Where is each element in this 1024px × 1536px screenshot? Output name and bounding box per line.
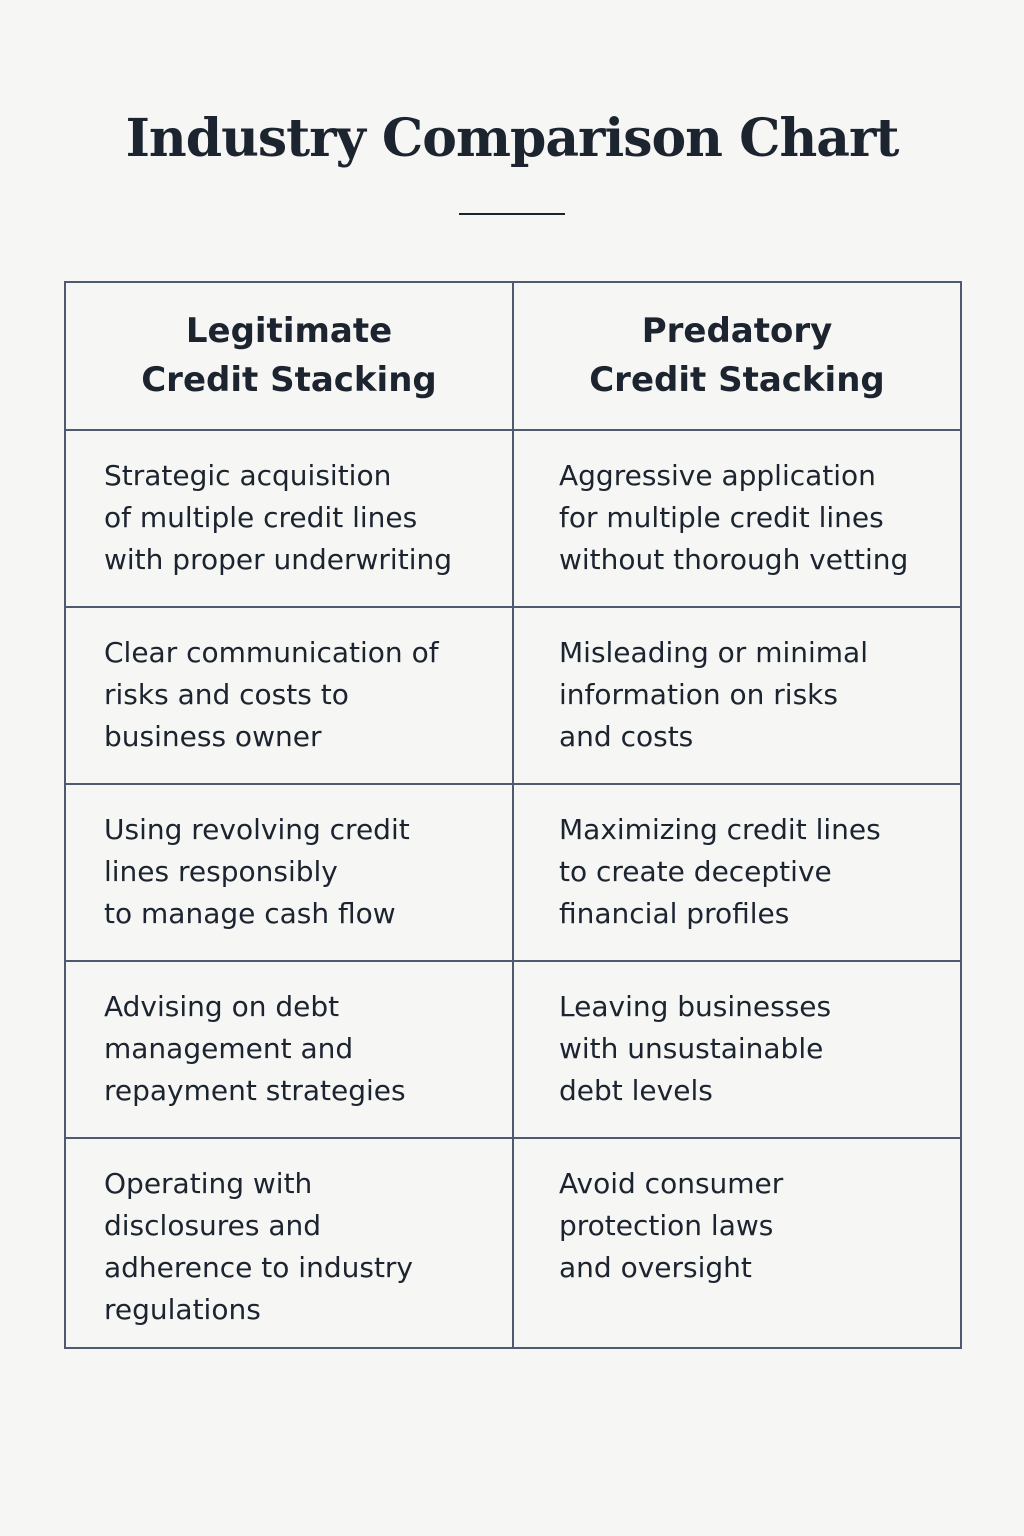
cell-text: Advising on debt management and repayment strategies	[104, 990, 406, 1107]
title-divider	[459, 213, 565, 215]
cell-text: Maximizing credit lines to create deceptive financial profiles	[559, 813, 881, 930]
comparison-table	[64, 281, 962, 1349]
legitimate-cell	[65, 430, 513, 607]
table-row	[65, 1138, 961, 1348]
table-row	[65, 430, 961, 607]
predatory-cell	[513, 430, 961, 607]
cell-text: Aggressive application for multiple credit lines without thorough vetting	[559, 459, 909, 576]
cell-text: Strategic acquisition of multiple credit lines with proper underwriting	[104, 459, 452, 576]
table-row	[65, 961, 961, 1138]
predatory-cell	[513, 961, 961, 1138]
cell-text: Operating with disclosures and adherence to industry regulations	[104, 1167, 413, 1326]
predatory-cell	[513, 607, 961, 784]
cell-text: Leaving businesses with unsustainable debt levels	[559, 990, 832, 1107]
legitimate-cell	[65, 1138, 513, 1348]
legitimate-cell	[65, 784, 513, 961]
legitimate-cell	[65, 607, 513, 784]
legitimate-cell	[65, 961, 513, 1138]
header-predatory: Predatory Credit Stacking	[513, 282, 961, 430]
cell-text: Clear communication of risks and costs to business owner	[104, 636, 439, 753]
header-legitimate: Legitimate Credit Stacking	[65, 282, 513, 430]
predatory-cell	[513, 1138, 961, 1348]
cell-text: Using revolving credit lines responsibly to manage cash flow	[104, 813, 410, 930]
predatory-cell	[513, 784, 961, 961]
table-row	[65, 784, 961, 961]
table-row	[65, 607, 961, 784]
header-row	[65, 282, 961, 430]
cell-text: Avoid consumer protection laws and oversight	[559, 1167, 784, 1284]
page-title: Industry Comparison Chart	[125, 108, 899, 169]
cell-text: Misleading or minimal information on risks and costs	[559, 636, 868, 753]
